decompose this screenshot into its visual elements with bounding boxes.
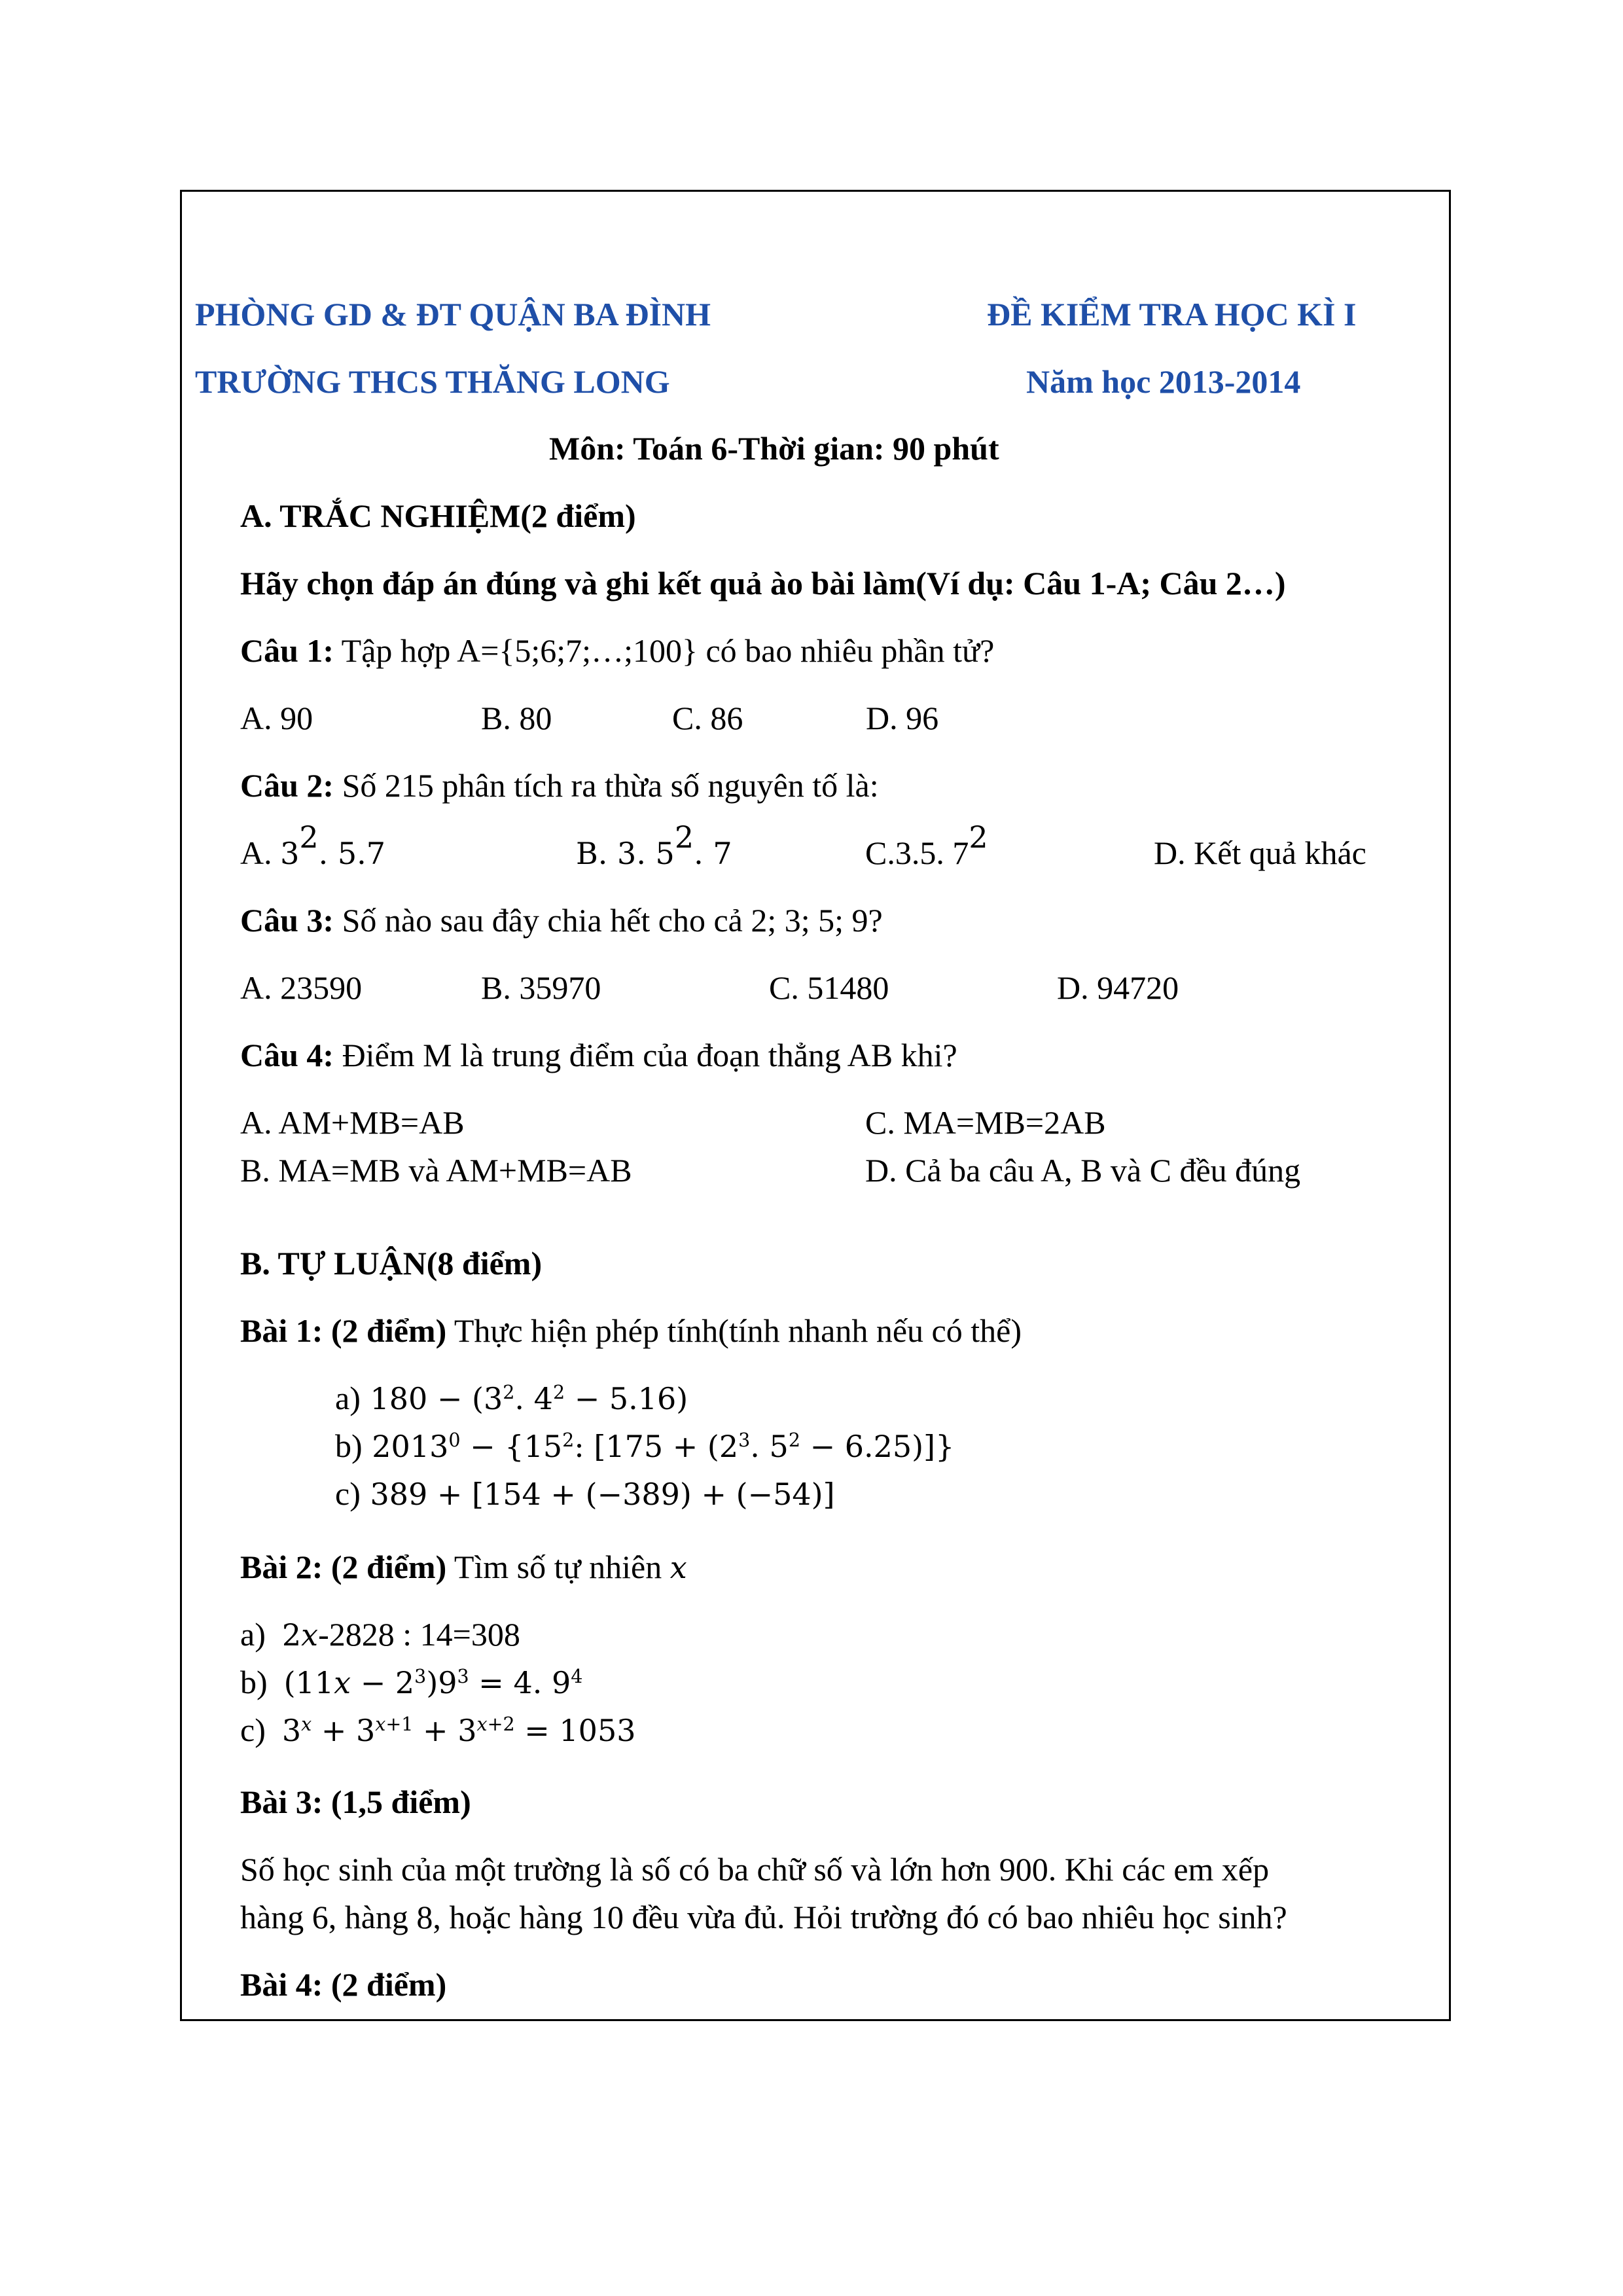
- question-1: [240, 634, 994, 667]
- bai-3-line-1: Số học sinh của một trường là số có ba chữ số và lớn hơn 900. Khi các em xếp: [240, 1851, 1270, 1888]
- q4-option-d: D. Cả ba câu A, B và C đều đúng: [865, 1152, 1301, 1189]
- q2-option-a: A. $3^2$. 5.7: [240, 819, 386, 871]
- q2-option-b: B. 3. $5^2$. 7: [576, 819, 732, 871]
- school-year: Năm học 2013-2014: [1026, 363, 1301, 400]
- q2-option-d: D. Kết quả khác: [1154, 834, 1366, 871]
- bai-1-c: c) 389 + [154 + (−389) + (−54)]: [335, 1475, 835, 1512]
- q1-option-a: A. 90: [240, 700, 313, 736]
- question-3-text: Số nào sau đây chia hết cho cả 2; 3; 5; 9?: [334, 902, 883, 939]
- bai-1-label: Bài 1: (2 điểm): [240, 1312, 447, 1349]
- q4-option-b: B. MA=MB và AM+MB=AB: [240, 1152, 632, 1189]
- question-4: [240, 1039, 957, 1071]
- question-3: [240, 904, 883, 937]
- bai-2-c: c) $3^x + 3^{x+1} + 3^{x+2} = 1053$: [240, 1712, 636, 1748]
- question-4-label: Câu 4:: [240, 1037, 334, 1073]
- bai-2: Bài 2: (2 điểm) Tìm số tự nhiên x: [240, 1549, 687, 1585]
- question-2-label: Câu 2:: [240, 767, 334, 804]
- part-a-instruction: Hãy chọn đáp án đúng và ghi kết quả ào bài làm(Ví dụ: Câu 1-A; Câu 2…): [240, 565, 1286, 601]
- bai-1-b: b) $2013^0 - \{15^2$: [$175 + (2^3$. $5^2 - 6.25$)]}: [335, 1427, 955, 1464]
- bai-1-a: a) $180 - (3^2$. $4^2 - 5.16$): [335, 1380, 688, 1416]
- subject-line: Môn: Toán 6-Thời gian: 90 phút: [549, 430, 999, 467]
- bai-1-text: Thực hiện phép tính(tính nhanh nếu có thể): [446, 1312, 1022, 1349]
- exam-title: ĐỀ KIỂM TRA HỌC KÌ I: [987, 296, 1357, 332]
- bai-1: [240, 1314, 1022, 1347]
- question-3-label: Câu 3:: [240, 902, 334, 939]
- bai-2-text: Tìm số tự nhiên: [446, 1549, 670, 1585]
- question-4-text: Điểm M là trung điểm của đoạn thẳng AB khi?: [334, 1037, 957, 1073]
- q3-option-b: B. 35970: [481, 969, 601, 1006]
- question-2-text: Số 215 phân tích ra thừa số nguyên tố là:: [334, 767, 879, 804]
- q3-option-d: D. 94720: [1057, 969, 1179, 1006]
- part-a-title: A. TRẮC NGHIỆM(2 điểm): [240, 497, 636, 534]
- bai-2-label: Bài 2: (2 điểm): [240, 1549, 447, 1585]
- question-1-label: Câu 1:: [240, 632, 334, 669]
- q4-option-a: A. AM+MB=AB: [240, 1104, 465, 1141]
- q1-option-c: C. 86: [672, 700, 743, 736]
- bai-2-b: b) $(11x - 2^3)9^3 = 4$. $9^4$: [240, 1664, 583, 1700]
- department-name: PHÒNG GD & ĐT QUẬN BA ĐÌNH: [195, 296, 711, 332]
- part-b-title: B. TỰ LUẬN(8 điểm): [240, 1245, 543, 1282]
- bai-3-label: Bài 3: (1,5 điểm): [240, 1784, 471, 1820]
- school-name: TRƯỜNG THCS THĂNG LONG: [195, 363, 670, 400]
- q2-option-c: C.3.5. $7^2$: [865, 819, 988, 871]
- q1-option-b: B. 80: [481, 700, 552, 736]
- q3-option-a: A. 23590: [240, 969, 363, 1006]
- bai-2-a: a) 2x-2828 : 14=308: [240, 1616, 520, 1653]
- q1-option-d: D. 96: [866, 700, 939, 736]
- q4-option-c: C. MA=MB=2AB: [865, 1104, 1106, 1141]
- q3-option-c: C. 51480: [769, 969, 889, 1006]
- bai-3-line-2: hàng 6, hàng 8, hoặc hàng 10 đều vừa đủ. Hỏi trường đó có bao nhiêu học sinh?: [240, 1899, 1287, 1935]
- question-1-text: Tập hợp A={5;6;7;…;100} có bao nhiêu phần tử?: [334, 632, 995, 669]
- bai-4-label: Bài 4: (2 điểm): [240, 1966, 447, 2003]
- question-2: [240, 769, 879, 802]
